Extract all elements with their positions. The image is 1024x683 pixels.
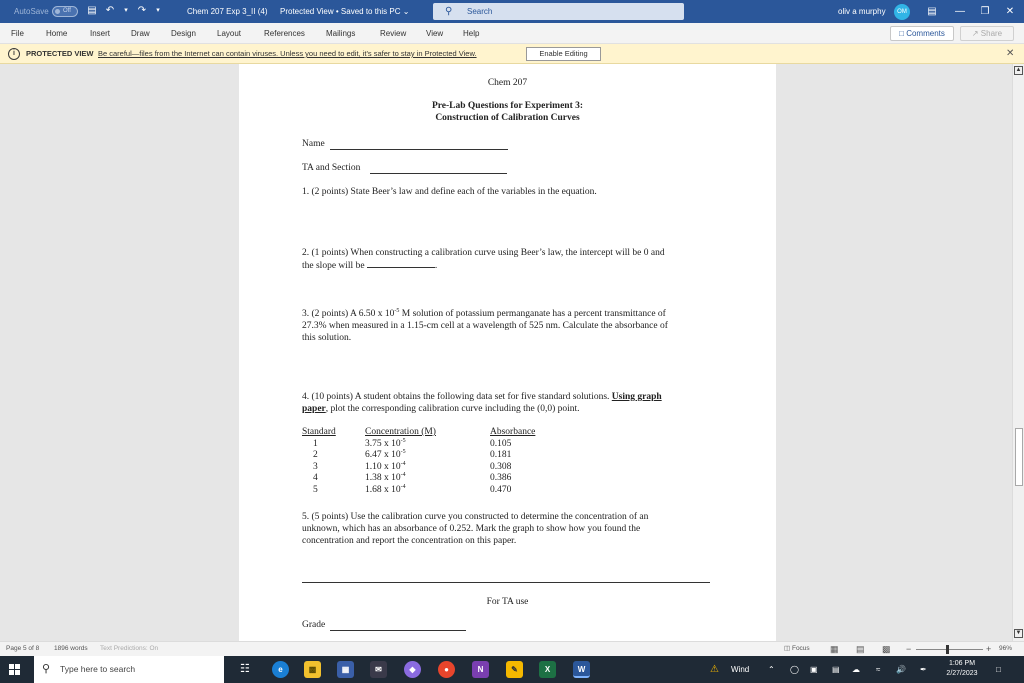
- file-explorer-icon[interactable]: ▩: [304, 661, 321, 678]
- close-icon[interactable]: ✕: [1005, 6, 1015, 17]
- conc-value: 3.75 x 10: [365, 438, 401, 449]
- tab-references[interactable]: References: [264, 29, 305, 38]
- ta-section-blank: [370, 173, 507, 174]
- share-icon: ↗: [971, 29, 979, 38]
- tab-help[interactable]: Help: [463, 29, 480, 38]
- tab-insert[interactable]: Insert: [90, 29, 111, 38]
- conc-exponent: -4: [400, 483, 406, 490]
- table-cell: 3: [313, 461, 318, 472]
- conc-exponent: -4: [400, 472, 406, 479]
- tab-view[interactable]: View: [426, 29, 444, 38]
- question-5-line-2: unknown, which has an absorbance of 0.252. Mark the graph to show how you found the: [302, 524, 641, 534]
- taskbar-search-placeholder: Type here to search: [60, 664, 136, 674]
- onenote-icon[interactable]: N: [472, 661, 489, 678]
- clock-date: 2/27/2023: [946, 670, 978, 677]
- comment-icon: □: [899, 29, 904, 38]
- vertical-scrollbar[interactable]: [1012, 64, 1024, 641]
- document-area[interactable]: [0, 64, 1012, 641]
- conc-value: 1.68 x 10: [365, 484, 401, 495]
- conc-exponent: -5: [400, 437, 406, 444]
- conc-value: 6.47 x 10: [365, 450, 401, 461]
- ta-use-label: For TA use: [486, 597, 529, 607]
- table-header: Standard: [302, 427, 336, 437]
- read-mode-icon[interactable]: ▦: [830, 644, 839, 654]
- save-icon[interactable]: ▤: [87, 5, 97, 16]
- onedrive-icon[interactable]: ☁: [852, 665, 860, 674]
- word-icon[interactable]: W: [573, 661, 590, 678]
- table-cell: 0.181: [490, 450, 512, 461]
- autosave-toggle[interactable]: [52, 6, 78, 17]
- zoom-level[interactable]: 96%: [999, 645, 1013, 652]
- view-status[interactable]: [280, 0, 409, 23]
- table-cell: 4: [313, 473, 318, 484]
- question-3-post: M solution of potassium permanganate has a percent transmittance of: [399, 309, 666, 319]
- shield-icon: i: [8, 48, 20, 60]
- table-cell: 0.470: [490, 484, 512, 495]
- tab-mailings[interactable]: Mailings: [326, 29, 356, 38]
- course-title: Chem 207: [487, 78, 528, 88]
- table-header: Absorbance: [490, 427, 536, 437]
- mail-icon[interactable]: ✉: [370, 661, 387, 678]
- excel-icon[interactable]: X: [539, 661, 556, 678]
- table-cell: 1: [313, 438, 318, 449]
- grade-label: Grade: [302, 620, 326, 630]
- avatar[interactable]: OM: [894, 4, 910, 20]
- conc-exponent: -5: [400, 449, 406, 456]
- minimize-icon[interactable]: —: [955, 6, 965, 17]
- zoom-slider[interactable]: [916, 649, 983, 650]
- question-2-line-2: [302, 260, 437, 272]
- question-1: 1. (2 points) State Beer’s law and define each of the variables in the equation.: [302, 187, 597, 197]
- protected-view-bar: [0, 44, 1024, 64]
- table-col-absorbance: [490, 427, 535, 497]
- sticky-notes-icon[interactable]: ✎: [506, 661, 523, 678]
- name-blank: [330, 149, 508, 150]
- share-label: Share: [980, 29, 1003, 38]
- autosave-label: AutoSave: [14, 7, 49, 16]
- table-col-concentration: [365, 427, 436, 497]
- pen-icon[interactable]: ✒: [920, 665, 927, 674]
- tab-layout[interactable]: Layout: [217, 29, 242, 38]
- toggle-knob: [55, 9, 60, 14]
- enable-editing-button[interactable]: Enable Editing: [526, 47, 601, 61]
- name-label: Name: [302, 139, 325, 149]
- autosave-state: Off: [63, 8, 71, 14]
- question-2-line-1: 2. (1 points) When constructing a calibration curve using Beer’s law, the intercept will be 0 and: [302, 248, 665, 258]
- document-title: Chem 207 Exp 3_II (4): [187, 7, 268, 16]
- close-icon[interactable]: ✕: [1006, 48, 1015, 59]
- app-icon[interactable]: ◆: [404, 661, 421, 678]
- print-layout-icon[interactable]: ▤: [856, 644, 865, 654]
- comments-button[interactable]: [890, 26, 954, 41]
- tab-review[interactable]: Review: [380, 29, 407, 38]
- question-4-line-2: [302, 404, 580, 415]
- windows-start-icon[interactable]: [9, 664, 20, 675]
- clock[interactable]: [940, 659, 984, 679]
- tab-design[interactable]: Design: [171, 29, 196, 38]
- search-box[interactable]: [433, 3, 684, 20]
- table-cell: [365, 485, 436, 497]
- chevron-down-icon: ⌄: [402, 7, 410, 16]
- table-cell: 2: [313, 450, 318, 461]
- scroll-thumb[interactable]: [1015, 428, 1023, 486]
- taskbar-search[interactable]: [34, 656, 224, 683]
- clock-time: 1:06 PM: [948, 660, 976, 667]
- word-count[interactable]: 1896 words: [54, 645, 88, 652]
- table-header: Concentration (M): [365, 427, 436, 437]
- notifications-icon[interactable]: □: [996, 665, 1001, 674]
- edge-icon[interactable]: e: [272, 661, 289, 678]
- tab-file[interactable]: File: [11, 29, 24, 38]
- zoom-out-icon[interactable]: −: [906, 644, 912, 654]
- zoom-in-icon[interactable]: +: [986, 644, 992, 654]
- table-cell: 0.105: [490, 438, 512, 449]
- search-icon: ⚲: [445, 6, 453, 17]
- question-5-line-1: 5. (5 points) Use the calibration curve you constructed to determine the concentration of an: [302, 512, 649, 522]
- zoom-slider-thumb[interactable]: [946, 645, 949, 654]
- heading-line-1: Pre-Lab Questions for Experiment 3:: [431, 101, 584, 111]
- question-3-line-1: [302, 309, 666, 320]
- share-button[interactable]: [960, 26, 1014, 41]
- wifi-icon[interactable]: ≈: [876, 665, 881, 674]
- heading-line-2: Construction of Calibration Curves: [435, 113, 580, 123]
- ribbon-display-icon[interactable]: ▤: [927, 6, 937, 17]
- question-3-exponent: -5: [394, 308, 400, 314]
- restore-icon[interactable]: ❐: [980, 6, 990, 17]
- focus-label: Focus: [791, 645, 810, 652]
- question-3-pre: 3. (2 points) A 6.50 x 10: [302, 309, 395, 319]
- user-name[interactable]: oliv a murphy: [838, 7, 886, 16]
- divider-line: [302, 582, 710, 583]
- chevron-up-icon[interactable]: ⌃: [768, 665, 775, 674]
- store-icon[interactable]: ▦: [337, 661, 354, 678]
- chrome-icon[interactable]: ●: [438, 661, 455, 678]
- redo-icon[interactable]: ↷: [137, 5, 147, 16]
- status-bar: [0, 641, 1024, 656]
- tab-draw[interactable]: Draw: [131, 29, 150, 38]
- table-cell: 0.386: [490, 473, 512, 484]
- question-4-text: 4. (10 points) A student obtains the following data set for five standard solutions.: [302, 392, 612, 402]
- customize-qat-icon[interactable]: ▾: [156, 7, 160, 14]
- scroll-up-icon[interactable]: ▲: [1015, 67, 1022, 73]
- web-layout-icon[interactable]: ▩: [882, 644, 891, 654]
- search-placeholder: Search: [467, 7, 493, 16]
- volume-icon[interactable]: 🔊: [896, 665, 906, 674]
- question-4-line-1: [302, 392, 662, 403]
- comments-label: Comments: [906, 29, 945, 38]
- task-view-icon[interactable]: ☷: [240, 663, 250, 675]
- focus-button[interactable]: [784, 642, 810, 656]
- warning-icon[interactable]: ⚠: [710, 664, 719, 675]
- page-count[interactable]: Page 5 of 8: [6, 645, 40, 652]
- ta-section-label: TA and Section: [302, 163, 361, 173]
- question-2-end: .: [434, 261, 438, 271]
- question-5-line-3: concentration and report the concentration on this paper.: [302, 536, 517, 546]
- protected-view-message[interactable]: Be careful—files from the Internet can contain viruses. Unless you need to edit, it's safer to stay in Protected View.: [98, 49, 477, 58]
- undo-icon[interactable]: ↶: [105, 5, 115, 16]
- focus-icon: ◫: [784, 645, 791, 652]
- question-4-paper: paper: [302, 404, 326, 414]
- ribbon-tabs: [0, 23, 1024, 44]
- weather-label[interactable]: Wind: [731, 665, 750, 674]
- meet-now-icon[interactable]: ▣: [810, 665, 818, 674]
- table-cell: 5: [313, 484, 318, 495]
- grade-blank: [330, 630, 466, 631]
- search-icon: ⚲: [42, 663, 51, 675]
- conc-value: 1.10 x 10: [365, 461, 401, 472]
- table-col-standard: [302, 427, 336, 497]
- tab-home[interactable]: Home: [46, 29, 68, 38]
- question-4-underlined: Using graph: [611, 392, 662, 402]
- slope-blank: [367, 260, 435, 268]
- keyboard-icon[interactable]: ▤: [832, 665, 840, 674]
- view-status-text: Protected View • Saved to this PC: [280, 7, 401, 16]
- conc-value: 1.38 x 10: [365, 473, 401, 484]
- question-2-text: the slope will be: [302, 261, 367, 271]
- question-3-line-3: this solution.: [302, 333, 352, 343]
- taskbar: [0, 656, 1024, 683]
- question-3-line-2: 27.3% when measured in a 1.15-cm cell at a wavelength of 525 nm. Calculate the absorbance of: [302, 321, 668, 331]
- scroll-down-icon[interactable]: ▼: [1015, 630, 1022, 636]
- undo-dropdown-icon[interactable]: ▾: [124, 7, 128, 14]
- document-page[interactable]: [239, 64, 776, 641]
- protected-view-title: PROTECTED VIEW: [26, 49, 94, 58]
- location-icon[interactable]: ◯: [790, 665, 799, 674]
- table-cell: 0.308: [490, 461, 512, 472]
- question-4-rest: , plot the corresponding calibration curve including the (0,0) point.: [325, 404, 580, 414]
- text-predictions[interactable]: Text Predictions: On: [100, 645, 159, 652]
- conc-exponent: -4: [400, 460, 406, 467]
- title-bar: [0, 0, 1024, 23]
